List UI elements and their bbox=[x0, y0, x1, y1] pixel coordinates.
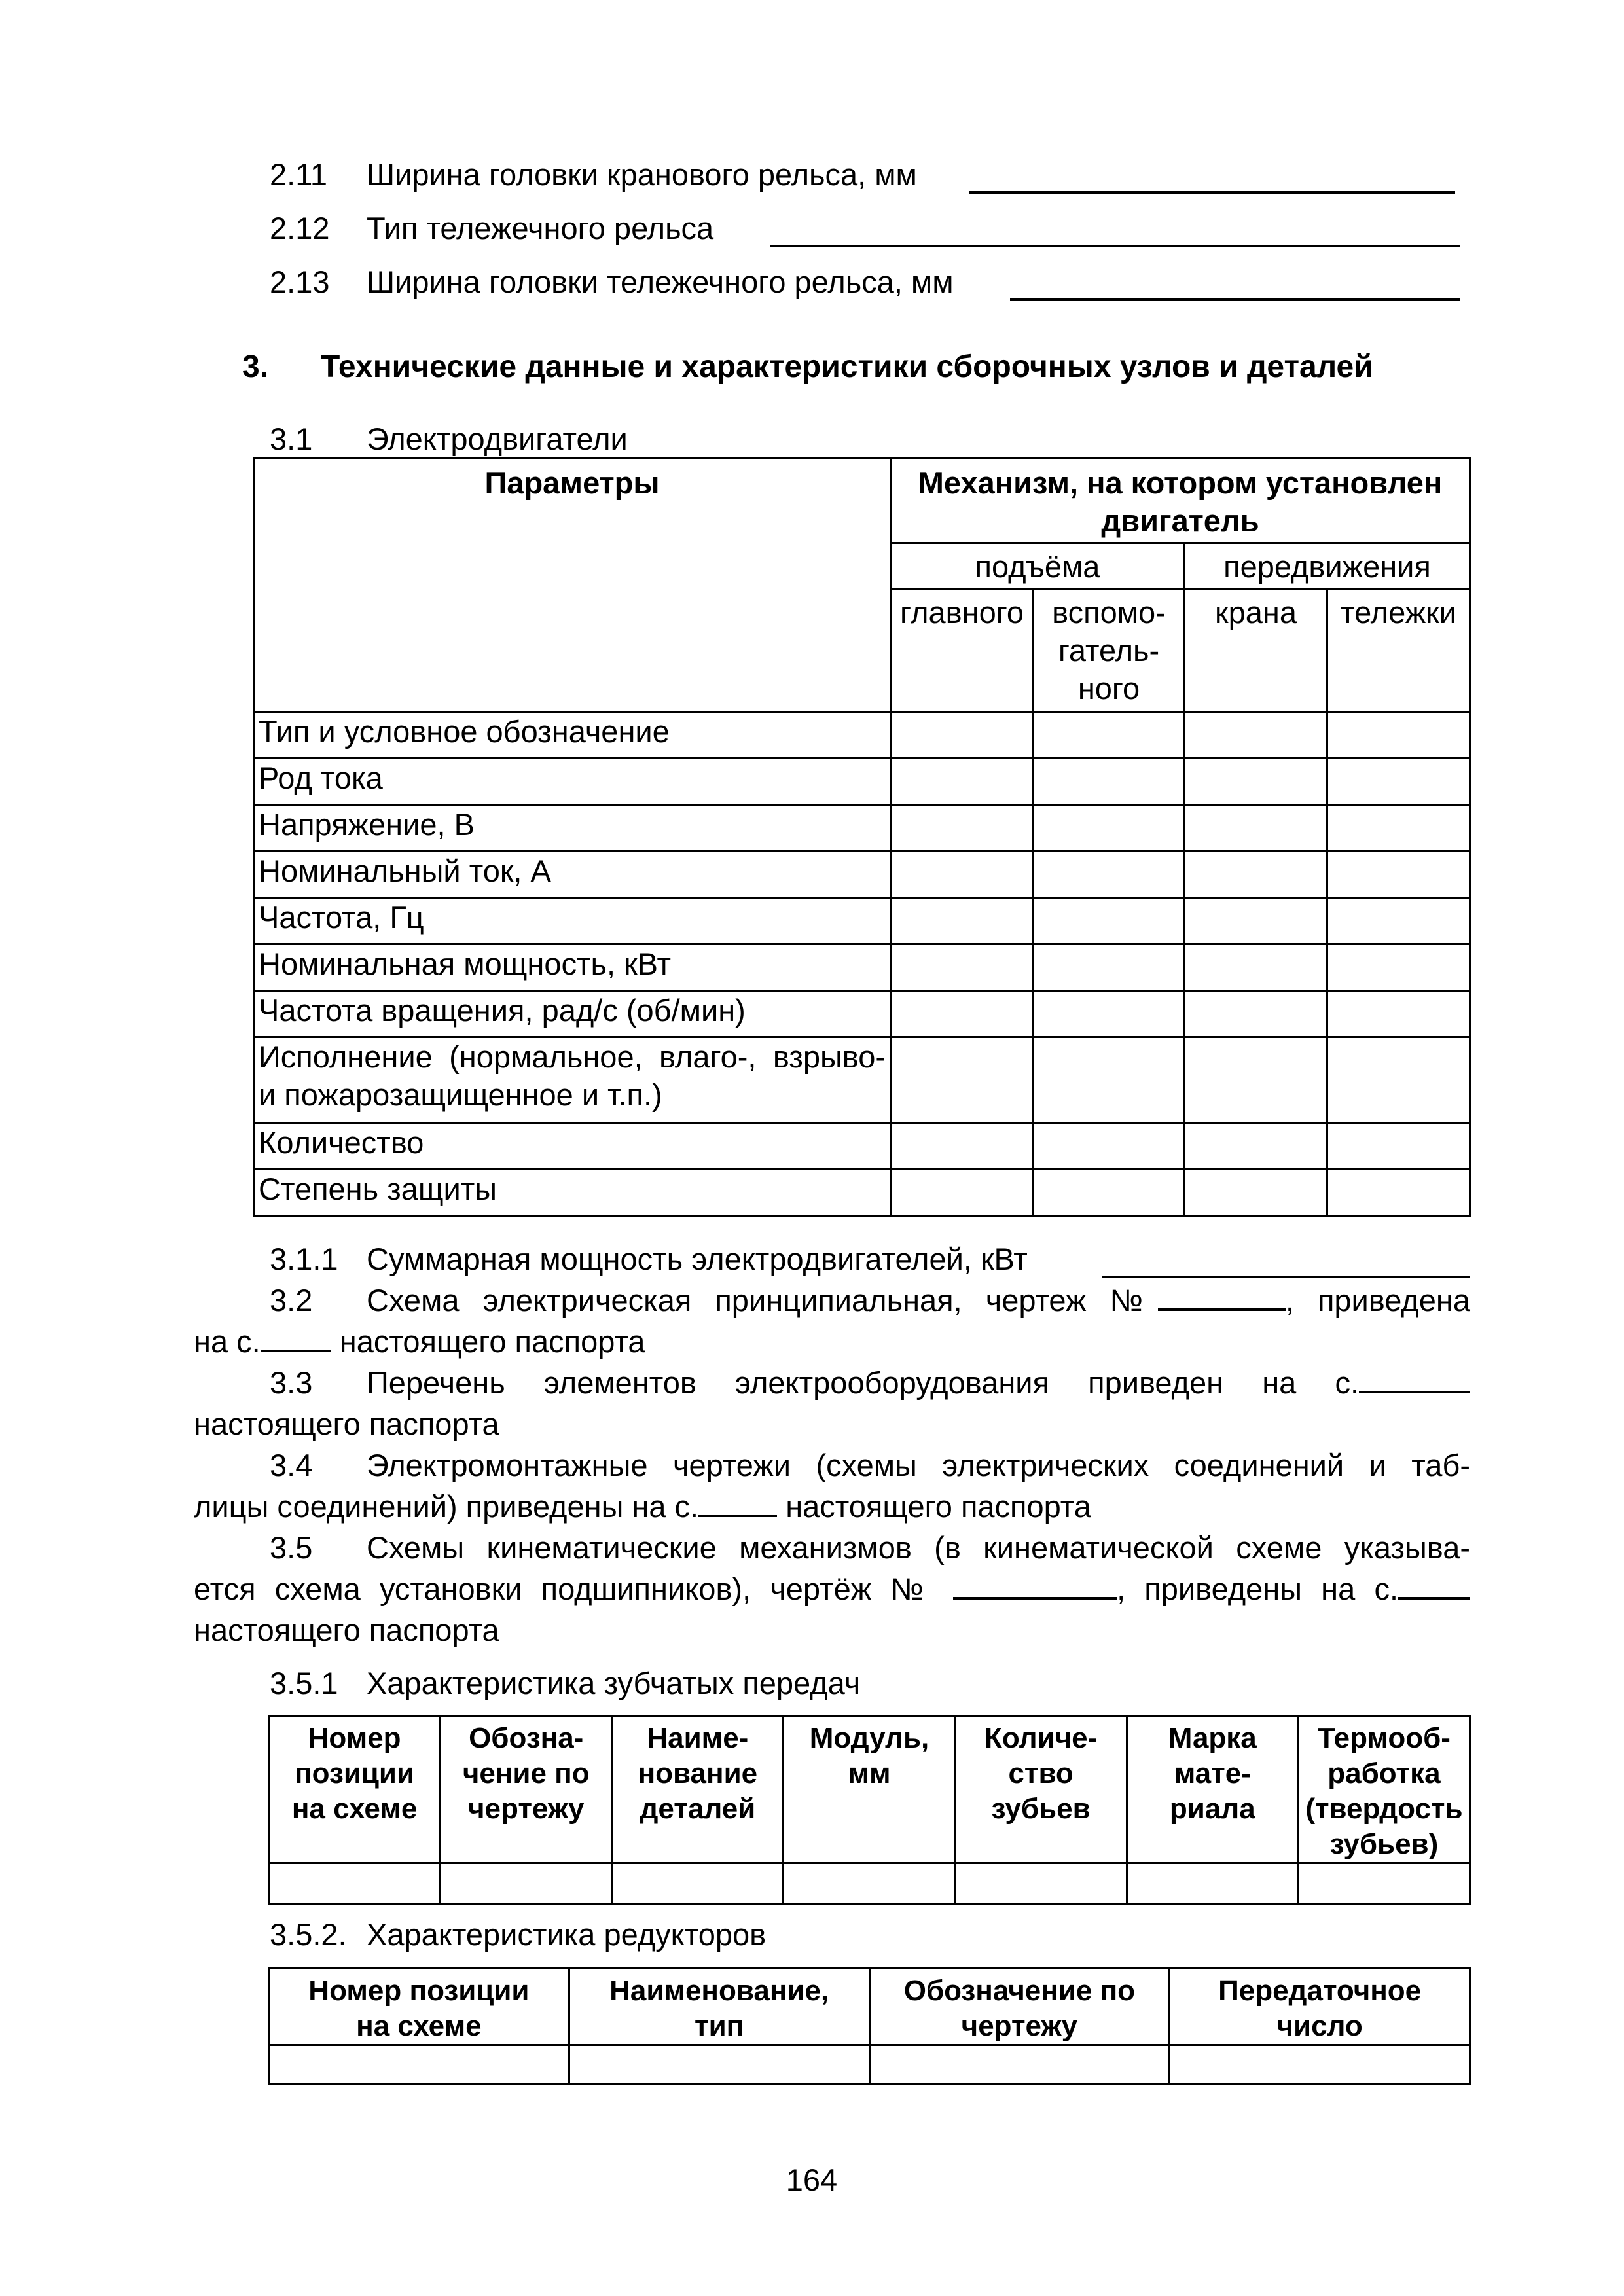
blank-field[interactable] bbox=[770, 216, 1460, 247]
table-cell[interactable] bbox=[891, 1037, 1034, 1123]
subsection-3-5-1 bbox=[270, 1663, 860, 1704]
table-cell[interactable] bbox=[955, 1863, 1127, 1904]
table-cell[interactable] bbox=[1327, 1123, 1470, 1170]
blank-field[interactable] bbox=[1102, 1247, 1470, 1278]
paragraph-line bbox=[194, 1568, 1470, 1609]
row-label: Частота вращения, рад/с (об/мин) bbox=[254, 991, 891, 1037]
table-cell[interactable] bbox=[269, 1863, 441, 1904]
section-title: Технические данные и характеристики сборочных узлов и деталей bbox=[321, 350, 1373, 384]
item-text: Тип тележечного рельса bbox=[367, 211, 714, 245]
header-travel: передвижения bbox=[1185, 543, 1470, 589]
table-cell[interactable] bbox=[891, 852, 1034, 898]
table-cell[interactable] bbox=[1034, 944, 1185, 991]
row-label: Род тока bbox=[254, 759, 891, 805]
table-cell[interactable] bbox=[891, 1170, 1034, 1216]
table-cell[interactable] bbox=[891, 712, 1034, 759]
row-label: Степень защиты bbox=[254, 1170, 891, 1216]
table-cell[interactable] bbox=[1185, 1123, 1327, 1170]
column-header: Количе-ство зубьев bbox=[955, 1716, 1127, 1863]
header-trolley: тележки bbox=[1327, 589, 1470, 712]
table-cell[interactable] bbox=[784, 1863, 955, 1904]
table-cell[interactable] bbox=[1185, 852, 1327, 898]
item-2-12 bbox=[270, 208, 713, 249]
row-label: Напряжение, В bbox=[254, 805, 891, 852]
subsection-title: Характеристика редукторов bbox=[367, 1917, 767, 1952]
paragraph-3-5-end: настоящего паспорта bbox=[194, 1613, 499, 1647]
column-header: Наиме-нование деталей bbox=[612, 1716, 784, 1863]
paragraph-text: Схемы кинематические механизмов (в кинематической схеме указыва- bbox=[367, 1530, 1470, 1565]
table-cell[interactable] bbox=[1327, 944, 1470, 991]
section-3-heading bbox=[242, 347, 1373, 387]
blank-field[interactable] bbox=[1158, 1280, 1286, 1311]
paragraph-line bbox=[270, 1362, 1470, 1403]
table-cell[interactable] bbox=[1034, 1037, 1185, 1123]
table-cell[interactable] bbox=[1034, 805, 1185, 852]
row-label: Частота, Гц bbox=[254, 898, 891, 944]
item-text: Ширина головки кранового рельса, мм bbox=[367, 157, 917, 192]
paragraph-3-2 bbox=[270, 1280, 1470, 1321]
paragraph-text: Схема электрическая принципиальная, чертеж № bbox=[367, 1283, 1158, 1318]
table-cell[interactable] bbox=[891, 805, 1034, 852]
paragraph-text: , приведены на с. bbox=[1117, 1571, 1399, 1606]
column-header: Обозначение по чертежу bbox=[869, 1969, 1170, 2045]
motor-table bbox=[253, 457, 1471, 1217]
column-header: Марка мате-риала bbox=[1127, 1716, 1298, 1863]
column-header: Обозна-чение по чертежу bbox=[441, 1716, 612, 1863]
table-cell[interactable] bbox=[1185, 898, 1327, 944]
table-cell[interactable] bbox=[891, 1123, 1034, 1170]
table-cell[interactable] bbox=[1185, 1170, 1327, 1216]
paragraph-3-5-cont bbox=[194, 1568, 1470, 1609]
blank-field[interactable] bbox=[953, 1568, 1117, 1600]
table-cell[interactable] bbox=[1034, 991, 1185, 1037]
column-header: Наименование, тип bbox=[569, 1969, 869, 2045]
paragraph-text: Перечень элементов электрооборудования приведен на с. bbox=[367, 1365, 1359, 1400]
table-cell[interactable] bbox=[1034, 1123, 1185, 1170]
header-main: главного bbox=[891, 589, 1034, 712]
blank-field[interactable] bbox=[698, 1486, 777, 1517]
table-cell[interactable] bbox=[891, 944, 1034, 991]
paragraph-line bbox=[270, 1280, 1470, 1321]
gear-table bbox=[268, 1715, 1471, 1905]
paragraph-number: 3.4 bbox=[270, 1448, 313, 1482]
paragraph-3-5 bbox=[270, 1527, 1470, 1568]
subsection-number: 3.5.1 bbox=[270, 1666, 338, 1700]
paragraph-number: 3.2 bbox=[270, 1283, 313, 1318]
item-2-13 bbox=[270, 262, 954, 302]
paragraph-number: 3.1.1 bbox=[270, 1242, 338, 1276]
paragraph-text: ется схема установки подшипников), чертёж № bbox=[194, 1571, 934, 1606]
table-cell[interactable] bbox=[1185, 805, 1327, 852]
header-params: Параметры bbox=[254, 458, 891, 712]
table-cell[interactable] bbox=[1170, 2045, 1470, 2085]
row-label: Тип и условное обозначение bbox=[254, 712, 891, 759]
header-lifting: подъёма bbox=[891, 543, 1185, 589]
table-cell[interactable] bbox=[891, 898, 1034, 944]
subsection-3-5-2 bbox=[270, 1914, 766, 1955]
table-cell[interactable] bbox=[441, 1863, 612, 1904]
paragraph-text: Суммарная мощность электродвигателей, кВт bbox=[367, 1242, 1028, 1276]
table-cell[interactable] bbox=[1327, 805, 1470, 852]
blank-field[interactable] bbox=[1398, 1568, 1470, 1600]
item-text: Ширина головки тележечного рельса, мм bbox=[367, 264, 954, 299]
table-cell[interactable] bbox=[1185, 991, 1327, 1037]
table-cell[interactable] bbox=[869, 2045, 1170, 2085]
column-header: Номер позиции на схеме bbox=[269, 1969, 569, 2045]
table-cell[interactable] bbox=[1185, 944, 1327, 991]
row-label: Номинальный ток, А bbox=[254, 852, 891, 898]
table-cell[interactable] bbox=[891, 759, 1034, 805]
item-number: 2.11 bbox=[270, 157, 327, 192]
table-cell[interactable] bbox=[1034, 898, 1185, 944]
table-cell[interactable] bbox=[1327, 1037, 1470, 1123]
paragraph-3-4-cont bbox=[194, 1486, 1091, 1527]
subsection-3-1 bbox=[270, 419, 628, 459]
header-auxiliary: вспомо-гатель-ного bbox=[1034, 589, 1185, 712]
paragraph-line bbox=[270, 1444, 1470, 1486]
row-label: Количество bbox=[254, 1123, 891, 1170]
item-2-11 bbox=[270, 154, 917, 195]
paragraph-text: настоящего паспорта bbox=[785, 1489, 1091, 1524]
paragraph-text: , приведена bbox=[1285, 1283, 1470, 1318]
blank-field[interactable] bbox=[969, 162, 1455, 194]
table-cell[interactable] bbox=[1327, 852, 1470, 898]
paragraph-text: на с. bbox=[194, 1324, 261, 1359]
table-cell[interactable] bbox=[1034, 712, 1185, 759]
paragraph-number: 3.3 bbox=[270, 1365, 313, 1400]
subsection-number: 3.5.2. bbox=[270, 1917, 347, 1952]
table-cell[interactable] bbox=[1327, 991, 1470, 1037]
subsection-title: Электродвигатели bbox=[367, 422, 628, 456]
blank-field[interactable] bbox=[261, 1321, 331, 1352]
paragraph-number: 3.5 bbox=[270, 1530, 313, 1565]
paragraph-text: настоящего паспорта bbox=[339, 1324, 645, 1359]
paragraph-3-3-cont: настоящего паспорта bbox=[194, 1407, 499, 1441]
table-cell[interactable] bbox=[1034, 1170, 1185, 1216]
paragraph-text: лицы соединений) приведены на с. bbox=[194, 1489, 699, 1524]
table-cell[interactable] bbox=[891, 991, 1034, 1037]
table-cell[interactable] bbox=[1327, 1170, 1470, 1216]
table-cell[interactable] bbox=[1185, 1037, 1327, 1123]
item-number: 2.13 bbox=[270, 264, 330, 299]
table-cell[interactable] bbox=[1034, 852, 1185, 898]
row-label: Номинальная мощность, кВт bbox=[254, 944, 891, 991]
table-cell[interactable] bbox=[1298, 1863, 1470, 1904]
subsection-title: Характеристика зубчатых передач bbox=[367, 1666, 861, 1700]
table-cell[interactable] bbox=[1185, 759, 1327, 805]
table-cell[interactable] bbox=[1327, 712, 1470, 759]
subsection-number: 3.1 bbox=[270, 422, 313, 456]
paragraph-3-3 bbox=[270, 1362, 1470, 1403]
table-cell[interactable] bbox=[1127, 1863, 1298, 1904]
row-label: Исполнение (нормальное, влаго-, взрыво- и пожарозащищенное и т.п.) bbox=[254, 1037, 891, 1123]
column-header: Передаточное число bbox=[1170, 1969, 1470, 2045]
table-cell[interactable] bbox=[612, 1863, 784, 1904]
paragraph-3-4 bbox=[270, 1444, 1470, 1486]
table-cell[interactable] bbox=[1327, 898, 1470, 944]
column-header: Термооб-работка (твердость зубьев) bbox=[1298, 1716, 1470, 1863]
column-header: Номер позиции на схеме bbox=[269, 1716, 441, 1863]
blank-field[interactable] bbox=[1010, 270, 1460, 301]
item-number: 2.12 bbox=[270, 211, 330, 245]
table-cell[interactable] bbox=[1327, 759, 1470, 805]
header-mechanism: Механизм, на котором установлен двигатель bbox=[891, 458, 1470, 543]
page-number: 164 bbox=[785, 2162, 838, 2197]
paragraph-3-1-1 bbox=[270, 1239, 1028, 1280]
table-cell[interactable] bbox=[1034, 759, 1185, 805]
paragraph-3-2-cont bbox=[194, 1321, 645, 1362]
paragraph-line bbox=[270, 1527, 1470, 1568]
column-header: Модуль, мм bbox=[784, 1716, 955, 1863]
reducer-table bbox=[268, 1967, 1471, 2085]
paragraph-text: Электромонтажные чертежи (схемы электрических соединений и таб- bbox=[367, 1448, 1470, 1482]
header-crane: крана bbox=[1185, 589, 1327, 712]
table-cell[interactable] bbox=[569, 2045, 869, 2085]
table-cell[interactable] bbox=[269, 2045, 569, 2085]
section-number: 3. bbox=[242, 350, 269, 384]
table-cell[interactable] bbox=[1185, 712, 1327, 759]
blank-field[interactable] bbox=[1359, 1362, 1470, 1393]
